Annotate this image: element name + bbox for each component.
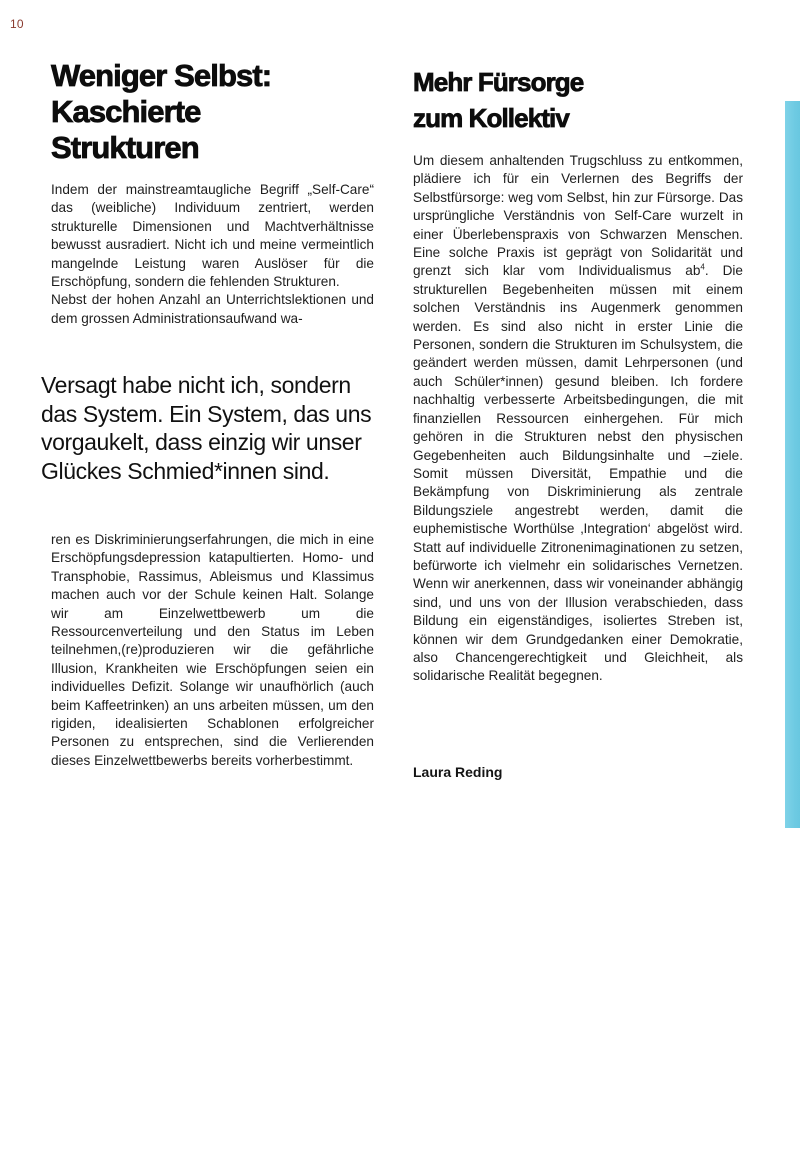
heading-line: Weniger Selbst:	[51, 58, 272, 93]
heading-line: zum Kollektiv	[413, 103, 569, 133]
right-body-text	[413, 152, 743, 686]
left-continued-text	[51, 531, 374, 770]
paragraph	[413, 152, 743, 686]
heading-line: Kaschierte	[51, 94, 201, 129]
pull-quote: Versagt habe nicht ich, sondern das System. Ein System, das uns vorgaukelt, dass einzig wir unser Glückes Schmied*innen sind.	[41, 372, 372, 484]
paragraph: Nebst der hohen Anzahl an Unterrichtslektionen und dem grossen Administrationsaufwand wa-	[51, 292, 374, 326]
paragraph: ren es Diskriminierungserfahrungen, die mich in eine Erschöpfungsdepression katapultierten. Homo- und Transphobie, Rassimus, Ableismus und Klassimus machen auch vor der Schule keinen Halt. Solange wir am Einzelwettbewerb um die Ressourcenverteilung und den Status im Leben teilnehmen,(re)produzieren wir die gefährliche Illusion, Krankheiten wie Erschöpfungen seien ein individuelles Defizit. Solange wir unaufhörlich (auch beim Kaffeetrinken) an uns arbeiten müssen, um den rigiden, idealisierten Schablonen erfolgreicher Personen zu entsprechen, sind die Verlierenden dieses Einzelwettbewerbs bereits vorherbestimmt.	[51, 532, 374, 768]
heading-line: Strukturen	[51, 130, 199, 165]
right-section-heading	[413, 64, 583, 136]
blue-edge-strip	[785, 101, 800, 828]
author-name: Laura Reding	[413, 764, 503, 780]
heading-line: Mehr Fürsorge	[413, 67, 584, 97]
left-intro-text	[51, 181, 374, 328]
paragraph-text: Um diesem anhaltenden Trugschluss zu entkommen, plädiere ich für ein Verlernen des Begriffs der Selbstfürsorge: weg vom Selbst, hin zur Fürsorge. Das ursprüngliche Verständnis von Self-Care wurzelt in einer Überlebenspraxis von Schwarzen Menschen. Eine solche Praxis ist geprägt von Solidarität und grenzt sich klar vom Individualismus ab	[413, 153, 743, 279]
paragraph-text: . Die strukturellen Begebenheiten müssen mit einem solchen Verständnis ins Augenmerk genommen werden. Es sind also nicht in erster Linie die Personen, sondern die Strukturen im Schulsystem, die geändert werden müssen, damit Lehrpersonen (und auch Schüler*innen) gesund bleiben. Ich fordere nachhaltig verbesserte Arbeitsbedingungen, die mit finanziellen Ressourcen einhergehen. Für mich gehören in die Strukturen nebst den physischen Gegebenheiten auch Bildungsinhalte und –ziele. Somit müssen Diversität, Empathie und die Bekämpfung von Diskriminierung als zentrale Bildungsziele angestrebt werden, damit die euphemistische Worthülse ‚Integration‘ abgelöst wird. Statt auf individuelle Zitronenimaginationen zu setzen, befürworte ich vielmehr ein solidarisches Vernetzen. Wenn wir anerkennen, dass wir voneinander abhängig sind, und uns von der Illusion verabschieden, dass Bildung ein eigenständiges, isoliertes Streben ist, können wir dem Grundgedanken einer Demokratie, also Chancengerechtigkeit und Gleichheit, als solidarische Realität begegnen.	[413, 263, 743, 684]
footnote-reference: 4	[700, 262, 705, 272]
left-section-heading	[51, 58, 271, 166]
paragraph: Indem der mainstreamtaugliche Begriff „Self-Care“ das (weibliche) Individuum zentriert, werden strukturelle Dimensionen und Machtverhältnisse bewusst ausradiert. Nicht ich und meine vermeintlich mangelnde Leistung waren Auslöser für die Erschöpfung, sondern die fehlenden Strukturen.	[51, 182, 374, 290]
page-number: 10	[10, 17, 24, 31]
